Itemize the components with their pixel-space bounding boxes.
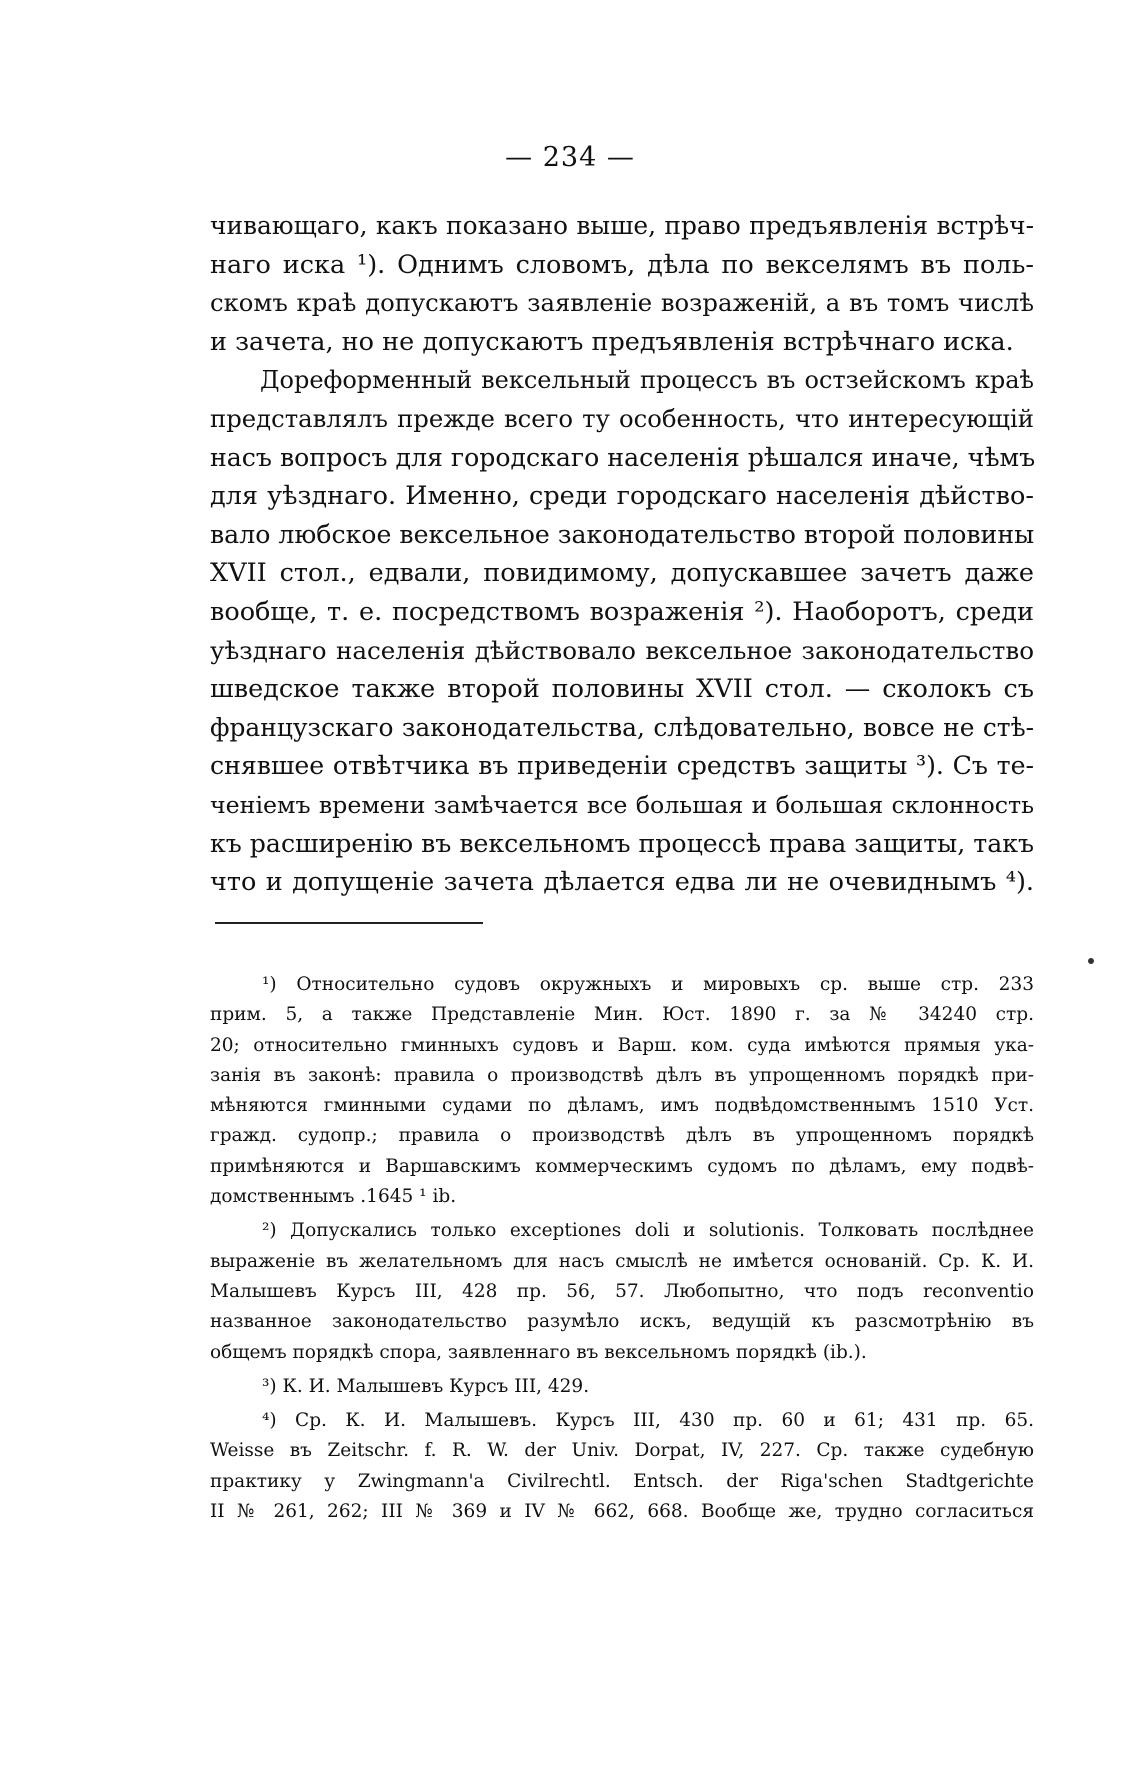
- page-number: — 234 —: [505, 142, 635, 173]
- footnote-line: Weisse въ Zeitschr. f. R. W. der Univ. Dorpat, IV, 227. Ср. также судебную: [210, 1440, 1034, 1462]
- footnote-2: [210, 1216, 1034, 1367]
- paragraph-start-line: Дореформенный вексельный процессъ въ остзейскомъ краѣ: [260, 366, 1034, 395]
- footnote-line: 20; относительно гминныхъ судовъ и Варш. ком. суда имѣются прямыя ука-: [210, 1034, 1034, 1056]
- footnote-line: примѣняются и Варшавскимъ коммерческимъ судомъ по дѣламъ, ему подвѣ-: [210, 1155, 1034, 1177]
- text-line: и зачета, но не допускаютъ предъявленія встрѣчнаго иска.: [210, 326, 1014, 357]
- text-line: вало любское вексельное законодательство второй половины: [210, 519, 1035, 549]
- text-line: насъ вопросъ для городскаго населенія рѣшался иначе, чѣмъ: [210, 442, 1036, 472]
- text-line: скомъ краѣ допускаютъ заявленіе возраженій, а въ томъ числѣ: [210, 288, 1034, 318]
- text-line: чивающаго, какъ показано выше, право предъявленія встрѣч-: [210, 211, 1034, 240]
- footnote-line: прим. 5, а также Представленіе Мин. Юст. 1890 г. за № 34240 стр.: [210, 1004, 1034, 1026]
- text-line: XVII стол., едвали, повидимому, допускавшее зачетъ даже: [210, 558, 1034, 589]
- footnote-line: ⁴) Ср. К. И. Малышевъ. Курсъ III, 430 пр. 60 и 61; 431 пр. 65.: [262, 1410, 1034, 1432]
- footnote-line: II № 261, 262; III № 369 и IV № 662, 668. Вообще же, трудно согласиться: [210, 1501, 1034, 1523]
- footnote-line: ¹) Относительно судовъ окружныхъ и мировыхъ ср. выше стр. 233: [262, 974, 1034, 995]
- footnote-separator: [215, 922, 483, 924]
- margin-speck: [1088, 958, 1094, 964]
- text-line: что и допущеніе зачета дѣлается едва ли не очевиднымъ ⁴).: [210, 867, 1034, 898]
- main-text: [210, 207, 1034, 902]
- footnote-line: мѣняются гминными судами по дѣламъ, имъ подвѣдомственнымъ 1510 Уст.: [210, 1095, 1034, 1117]
- footnote-1: [210, 970, 1034, 1212]
- text-line: снявшее отвѣтчика въ приведеніи средствъ защиты ³). Съ те-: [210, 751, 1034, 781]
- text-line: представлялъ прежде всего ту особенность, что интересующій: [210, 403, 1034, 433]
- text-line: уѣзднаго населенія дѣйствовало вексельное законодательство: [210, 635, 1034, 665]
- text-line: шведское также второй половины XVII стол. — сколокъ съ: [210, 674, 1034, 705]
- footnote-line: выраженіе въ желательномъ для насъ смыслѣ не имѣется основаній. Ср. К. И.: [210, 1250, 1034, 1272]
- text-line: для уѣзднаго. Именно, среди городскаго населенія дѣйство-: [210, 481, 1034, 512]
- text-line: вообще, т. е. посредствомъ возраженія ²). Наоборотъ, среди: [210, 596, 1034, 627]
- footnote-3: [210, 1372, 1034, 1402]
- footnote-line: гражд. судопр.; правила о производствѣ дѣлъ въ упрощенномъ порядкѣ: [210, 1125, 1034, 1147]
- footnote-line: ³) К. И. Малышевъ Курсъ III, 429.: [262, 1375, 590, 1397]
- text-line: французскаго законодательства, слѣдовательно, вовсе не стѣ-: [210, 712, 1034, 742]
- text-line: ченіемъ времени замѣчается все большая и большая склонность: [210, 790, 1034, 819]
- footnotes: [210, 970, 1034, 1527]
- footnote-line: практику у Zwingmann'a Civilrechtl. Entsch. der Riga'schen Stadtgerichte: [210, 1470, 1034, 1492]
- footnote-line: занія въ законѣ: правила о производствѣ дѣлъ въ упрощенномъ порядкѣ при-: [210, 1064, 1034, 1086]
- text-line: къ расширенію въ вексельномъ процессѣ права защиты, такъ: [210, 828, 1034, 858]
- footnote-line: общемъ порядкѣ спора, заявленнаго въ вексельномъ порядкѣ (ib.).: [210, 1341, 867, 1363]
- footnote-line: названное законодательство разумѣло искъ, ведущій къ разсмотрѣнію въ: [210, 1311, 1034, 1333]
- text-line: наго иска ¹). Однимъ словомъ, дѣла по векселямъ въ поль-: [210, 249, 1034, 280]
- footnote-line: домственнымъ .1645 ¹ ib.: [210, 1186, 457, 1208]
- footnote-4: [210, 1406, 1034, 1527]
- footnote-line: ²) Допускались только exceptiones doli и solutionis. Толковать послѣднее: [262, 1220, 1034, 1242]
- footnote-line: Малышевъ Курсъ III, 428 пр. 56, 57. Любопытно, что подъ reconventio: [210, 1280, 1034, 1302]
